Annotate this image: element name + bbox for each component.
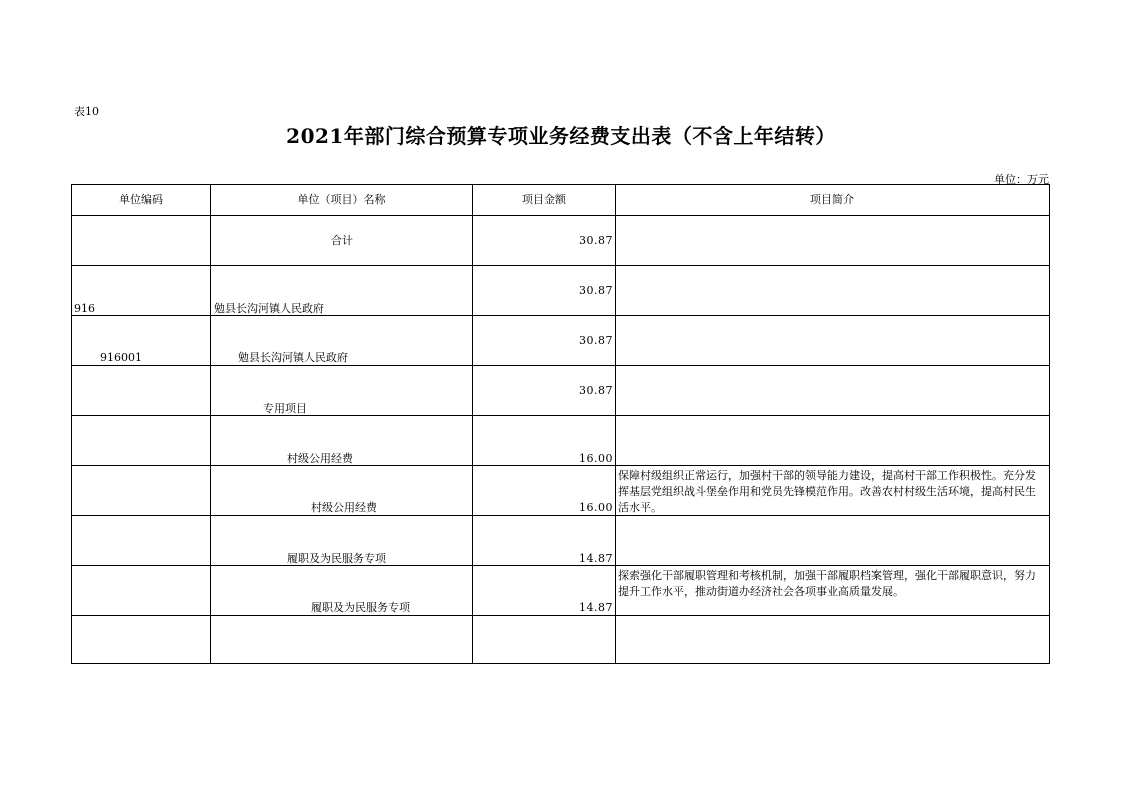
cell-name: 专用项目	[211, 366, 473, 415]
cell-intro	[616, 416, 1048, 465]
table-row	[72, 565, 1049, 615]
header-unit-name: 单位（项目）名称	[211, 185, 473, 215]
cell-name: 勉县长沟河镇人民政府	[211, 266, 473, 315]
cell-intro	[616, 366, 1048, 415]
cell-name: 村级公用经费	[211, 416, 473, 465]
cell-name: 勉县长沟河镇人民政府	[211, 316, 473, 365]
cell-intro	[616, 316, 1048, 365]
cell-amount: 14.87	[473, 516, 616, 565]
header-unit-code: 单位编码	[72, 185, 211, 215]
cell-amount: 30.87	[473, 316, 616, 365]
table-header-row	[72, 185, 1049, 215]
cell-code	[72, 216, 211, 265]
cell-amount: 30.87	[473, 266, 616, 315]
cell-amount: 30.87	[473, 216, 616, 265]
cell-intro	[616, 616, 1048, 663]
cell-code	[72, 516, 211, 565]
table-row	[72, 365, 1049, 415]
cell-intro	[616, 266, 1048, 315]
cell-code: 916001	[72, 316, 211, 365]
cell-name	[211, 616, 473, 663]
table-row	[72, 415, 1049, 465]
cell-amount: 30.87	[473, 366, 616, 415]
cell-intro	[616, 216, 1048, 265]
table-row-empty	[72, 615, 1049, 663]
cell-code	[72, 466, 211, 515]
cell-intro: 探索强化干部履职管理和考核机制，加强干部履职档案管理，强化干部履职意识，努力提升工作水平，推动街道办经济社会各项事业高质量发展。	[618, 569, 1036, 598]
table-row-total	[72, 215, 1049, 265]
table-row	[72, 315, 1049, 365]
unit-label: 单位：万元	[994, 173, 1049, 186]
cell-name: 合计	[211, 216, 473, 265]
table-number-label: 表10	[74, 105, 99, 118]
cell-amount: 16.00	[473, 466, 616, 515]
cell-code	[72, 366, 211, 415]
cell-code	[72, 566, 211, 615]
table-row	[72, 515, 1049, 565]
table-row	[72, 465, 1049, 515]
cell-name: 履职及为民服务专项	[211, 516, 473, 565]
page-title: 2021年部门综合预算专项业务经费支出表（不含上年结转）	[286, 124, 836, 148]
cell-name: 村级公用经费	[211, 466, 473, 515]
table-row	[72, 265, 1049, 315]
cell-intro: 保障村级组织正常运行，加强村干部的领导能力建设，提高村干部工作积极性。充分发挥基层党组织战斗堡垒作用和党员先锋模范作用。改善农村村级生活环境，提高村民生活水平。	[618, 469, 1036, 514]
budget-table	[71, 184, 1050, 664]
cell-intro	[616, 516, 1048, 565]
cell-amount: 14.87	[473, 566, 616, 615]
header-intro: 项目简介	[810, 193, 854, 206]
cell-code	[72, 616, 211, 663]
header-amount: 项目金额	[473, 185, 616, 215]
cell-code: 916	[72, 266, 211, 315]
cell-name: 履职及为民服务专项	[211, 566, 473, 615]
cell-code	[72, 416, 211, 465]
cell-amount: 16.00	[473, 416, 616, 465]
cell-amount	[473, 616, 616, 663]
